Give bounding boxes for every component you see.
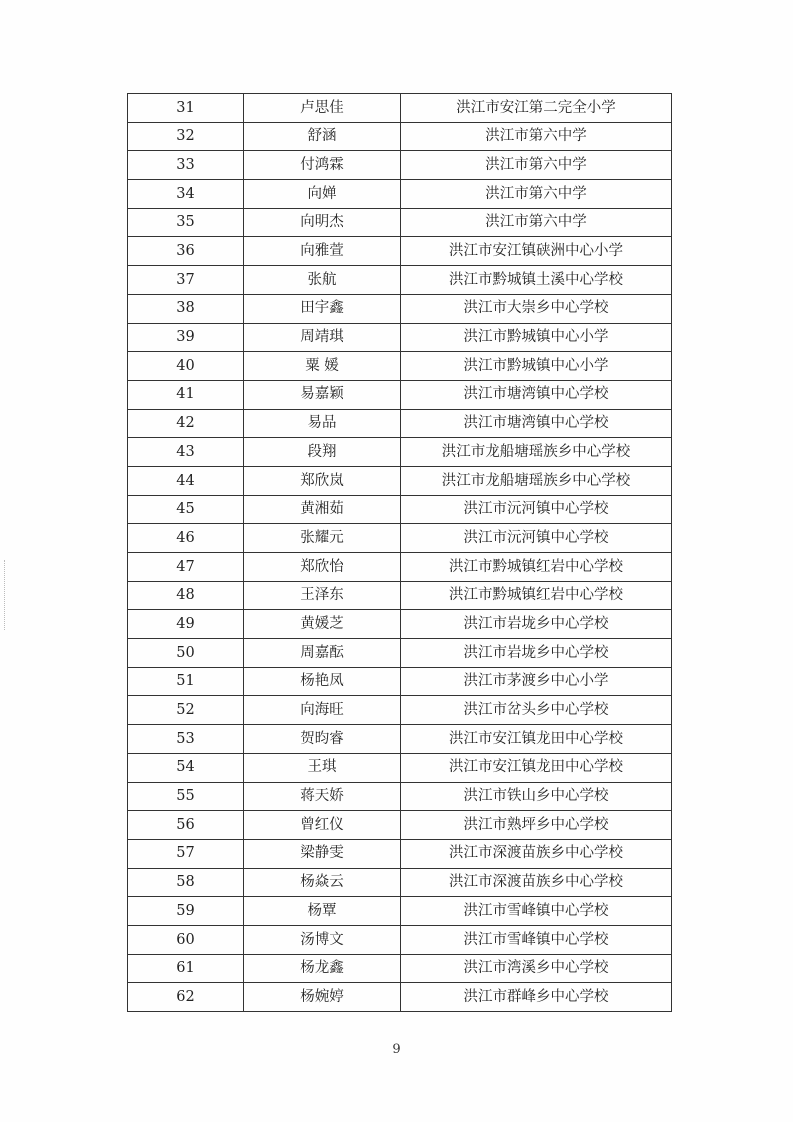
row-number-cell: 59 [128,897,244,926]
student-name-cell: 易品 [244,409,401,438]
student-name-cell: 易嘉颖 [244,380,401,409]
school-name-cell: 洪江市塘湾镇中心学校 [401,409,672,438]
row-number-cell: 57 [128,839,244,868]
school-name-cell: 洪江市岩垅乡中心学校 [401,610,672,639]
row-number-cell: 40 [128,352,244,381]
roster-table-body [128,94,672,1012]
table-row [128,639,672,668]
row-number-cell: 55 [128,782,244,811]
student-name-cell: 张耀元 [244,524,401,553]
student-name-cell: 周嘉酝 [244,639,401,668]
school-name-cell: 洪江市群峰乡中心学校 [401,983,672,1012]
school-name-cell: 洪江市第六中学 [401,208,672,237]
row-number-cell: 54 [128,753,244,782]
row-number-cell: 61 [128,954,244,983]
row-number-cell: 56 [128,811,244,840]
row-number-cell: 32 [128,122,244,151]
student-name-cell: 付鸿霖 [244,151,401,180]
scan-edge-marks [4,560,9,630]
table-row [128,237,672,266]
school-name-cell: 洪江市第六中学 [401,151,672,180]
table-row [128,811,672,840]
student-name-cell: 汤博文 [244,925,401,954]
table-row [128,868,672,897]
student-name-cell: 杨婉婷 [244,983,401,1012]
school-name-cell: 洪江市安江镇硖洲中心小学 [401,237,672,266]
school-name-cell: 洪江市沅河镇中心学校 [401,524,672,553]
row-number-cell: 41 [128,380,244,409]
school-name-cell: 洪江市大崇乡中心学校 [401,294,672,323]
table-row [128,581,672,610]
table-row [128,438,672,467]
student-name-cell: 蒋天娇 [244,782,401,811]
row-number-cell: 44 [128,466,244,495]
school-name-cell: 洪江市第六中学 [401,180,672,209]
table-row [128,782,672,811]
row-number-cell: 58 [128,868,244,897]
school-name-cell: 洪江市塘湾镇中心学校 [401,380,672,409]
table-row [128,983,672,1012]
row-number-cell: 47 [128,553,244,582]
row-number-cell: 37 [128,266,244,295]
row-number-cell: 60 [128,925,244,954]
table-row [128,208,672,237]
student-name-cell: 郑欣怡 [244,553,401,582]
row-number-cell: 53 [128,725,244,754]
student-name-cell: 杨覃 [244,897,401,926]
row-number-cell: 48 [128,581,244,610]
table-row [128,839,672,868]
school-name-cell: 洪江市黔城镇红岩中心学校 [401,581,672,610]
table-row [128,753,672,782]
table-row [128,610,672,639]
school-name-cell: 洪江市茅渡乡中心小学 [401,667,672,696]
row-number-cell: 36 [128,237,244,266]
student-name-cell: 曾红仪 [244,811,401,840]
table-row [128,954,672,983]
school-name-cell: 洪江市安江第二完全小学 [401,94,672,123]
row-number-cell: 62 [128,983,244,1012]
student-name-cell: 张航 [244,266,401,295]
table-row [128,725,672,754]
student-name-cell: 向雅萱 [244,237,401,266]
school-name-cell: 洪江市黔城镇土溪中心学校 [401,266,672,295]
student-name-cell: 卢思佳 [244,94,401,123]
row-number-cell: 38 [128,294,244,323]
row-number-cell: 52 [128,696,244,725]
row-number-cell: 31 [128,94,244,123]
row-number-cell: 45 [128,495,244,524]
school-name-cell: 洪江市黔城镇中心小学 [401,352,672,381]
student-name-cell: 王琪 [244,753,401,782]
table-row [128,553,672,582]
row-number-cell: 39 [128,323,244,352]
row-number-cell: 49 [128,610,244,639]
row-number-cell: 46 [128,524,244,553]
school-name-cell: 洪江市沅河镇中心学校 [401,495,672,524]
student-name-cell: 段翔 [244,438,401,467]
school-name-cell: 洪江市龙船塘瑶族乡中心学校 [401,466,672,495]
row-number-cell: 34 [128,180,244,209]
table-row [128,151,672,180]
student-name-cell: 田宇鑫 [244,294,401,323]
table-row [128,266,672,295]
student-name-cell: 向婵 [244,180,401,209]
student-name-cell: 黄媛芝 [244,610,401,639]
table-row [128,323,672,352]
school-name-cell: 洪江市深渡苗族乡中心学校 [401,868,672,897]
student-name-cell: 王泽东 [244,581,401,610]
table-row [128,294,672,323]
student-name-cell: 黄湘茹 [244,495,401,524]
student-name-cell: 杨龙鑫 [244,954,401,983]
table-row [128,466,672,495]
table-row [128,696,672,725]
table-row [128,495,672,524]
school-name-cell: 洪江市第六中学 [401,122,672,151]
school-name-cell: 洪江市岔头乡中心学校 [401,696,672,725]
table-row [128,925,672,954]
roster-table [127,93,672,1012]
student-name-cell: 杨艳凤 [244,667,401,696]
row-number-cell: 51 [128,667,244,696]
row-number-cell: 43 [128,438,244,467]
row-number-cell: 35 [128,208,244,237]
student-name-cell: 贺昀睿 [244,725,401,754]
table-row [128,380,672,409]
school-name-cell: 洪江市铁山乡中心学校 [401,782,672,811]
student-name-cell: 舒涵 [244,122,401,151]
table-row [128,409,672,438]
table-row [128,667,672,696]
row-number-cell: 50 [128,639,244,668]
table-row [128,94,672,123]
school-name-cell: 洪江市湾溪乡中心学校 [401,954,672,983]
table-row [128,897,672,926]
student-name-cell: 粟 媛 [244,352,401,381]
student-name-cell: 杨焱云 [244,868,401,897]
school-name-cell: 洪江市岩垅乡中心学校 [401,639,672,668]
page-number: 9 [392,1042,401,1057]
student-name-cell: 向海旺 [244,696,401,725]
student-name-cell: 向明杰 [244,208,401,237]
school-name-cell: 洪江市安江镇龙田中心学校 [401,753,672,782]
student-name-cell: 梁静雯 [244,839,401,868]
row-number-cell: 42 [128,409,244,438]
school-name-cell: 洪江市雪峰镇中心学校 [401,897,672,926]
row-number-cell: 33 [128,151,244,180]
school-name-cell: 洪江市熟坪乡中心学校 [401,811,672,840]
school-name-cell: 洪江市黔城镇中心小学 [401,323,672,352]
school-name-cell: 洪江市黔城镇红岩中心学校 [401,553,672,582]
student-name-cell: 郑欣岚 [244,466,401,495]
school-name-cell: 洪江市安江镇龙田中心学校 [401,725,672,754]
table-row [128,524,672,553]
table-row [128,122,672,151]
table-row [128,352,672,381]
school-name-cell: 洪江市深渡苗族乡中心学校 [401,839,672,868]
student-name-cell: 周靖琪 [244,323,401,352]
table-row [128,180,672,209]
school-name-cell: 洪江市雪峰镇中心学校 [401,925,672,954]
school-name-cell: 洪江市龙船塘瑶族乡中心学校 [401,438,672,467]
